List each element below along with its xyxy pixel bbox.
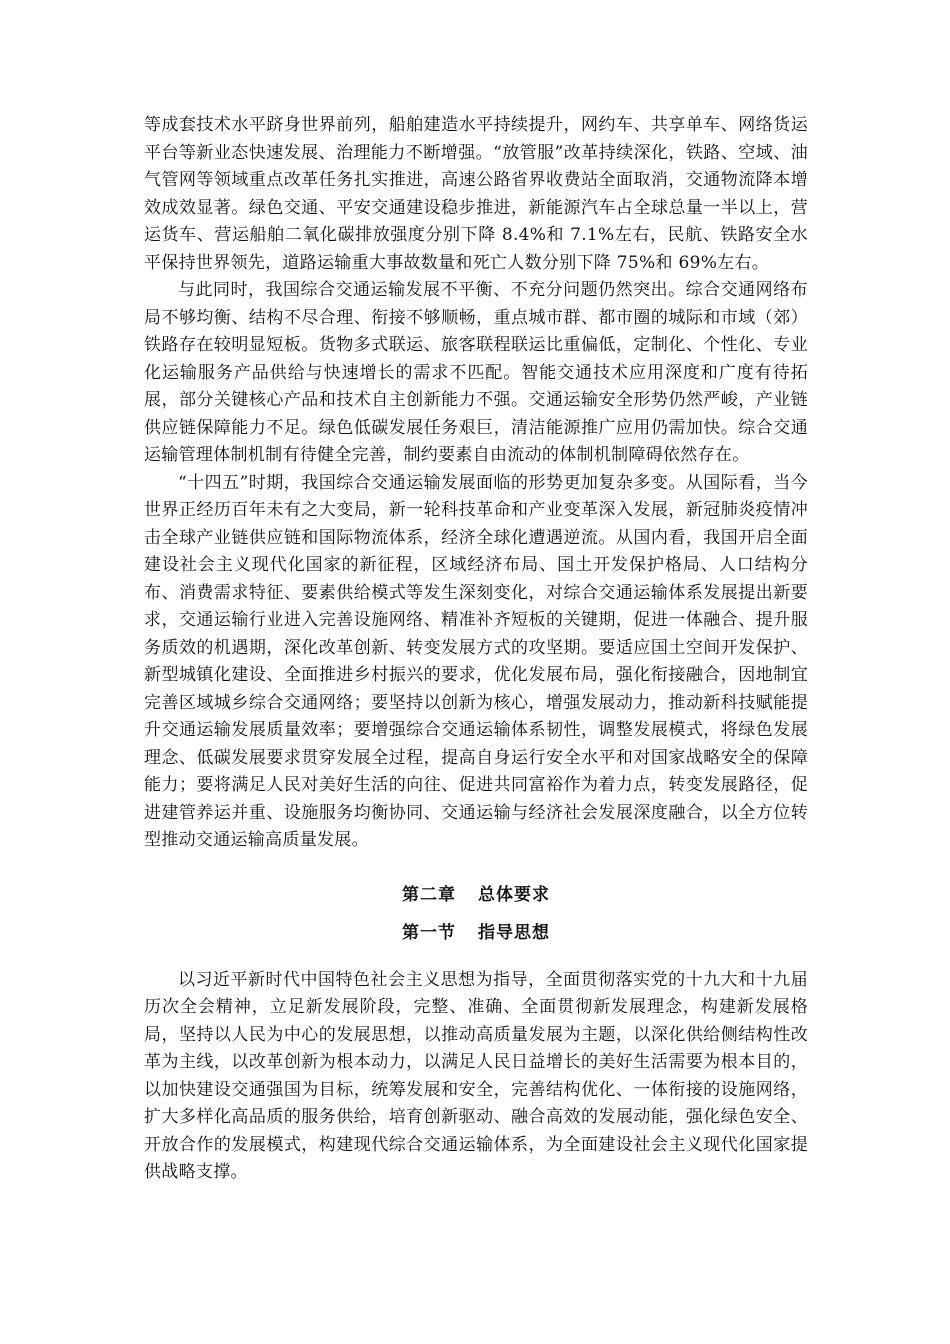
section-heading: [144, 919, 808, 947]
chapter-number: 第二章: [402, 884, 456, 905]
chapter-heading: [144, 881, 808, 909]
chapter-title: 总体要求: [478, 884, 550, 905]
section-title: 指导思想: [478, 922, 550, 943]
body-paragraph-14th-five-year: “十四五”时期，我国综合交通运输发展面临的形势更加复杂多变。从国际看，当今世界正经历百年未有之大变局，新一轮科技革命和产业变革深入发展，新冠肺炎疫情冲击全球产业链供应链和国际物流体系，经济全球化遭遇逆流。从国内看，我国开启全面建设社会主义现代化国家的新征程，区域经济布局、国土开发保护格局、人口结构分布、消费需求特征、要素供给模式等发生深刻变化，对综合交通运输体系发展提出新要求，交通运输行业进入完善设施网络、精准补齐短板的关键期，促进一体融合、提升服务质效的机遇期，深化改革创新、转变发展方式的攻坚期。要适应国土空间开发保护、新型城镇化建设、全面推进乡村振兴的要求，优化发展布局，强化衔接融合，因地制宜完善区域城乡综合交通网络；要坚持以创新为核心，增强发展动力，推动新科技赋能提升交通运输发展质量效率；要增强综合交通运输体系韧性，调整发展模式，将绿色发展理念、低碳发展要求贯穿发展全过程，提高自身运行安全水平和对国家战略安全的保障能力；要将满足人民对美好生活的向往、促进共同富裕作为着力点，转变发展路径，促进建管养运并重、设施服务均衡协同、交通运输与经济社会发展深度融合，以全方位转型推动交通运输高质量发展。: [144, 472, 808, 850]
document-page: [144, 112, 808, 1187]
section-number: 第一节: [402, 922, 456, 943]
body-paragraph-imbalance: 与此同时，我国综合交通运输发展不平衡、不充分问题仍然突出。综合交通网络布局不够均衡、结构不尽合理、衔接不够顺畅，重点城市群、都市圈的城际和市域（郊）铁路存在较明显短板。货物多式联运、旅客联程联运比重偏低，定制化、个性化、专业化运输服务产品供给与快速增长的需求不匹配。智能交通技术应用深度和广度有待拓展，部分关键核心产品和技术自主创新能力不强。交通运输安全形势仍然严峻，产业链供应链保障能力不足。绿色低碳发展任务艰巨，清洁能源推广应用仍需加快。综合交通运输管理体制机制有待健全完善，制约要素自由流动的体制机制障碍依然存在。: [144, 280, 808, 465]
body-paragraph-continuation: 等成套技术水平跻身世界前列，船舶建造水平持续提升，网约车、共享单车、网络货运平台等新业态快速发展、治理能力不断增强。“放管服”改革持续深化，铁路、空域、油气管网等领域重点改革任务扎实推进，高速公路省界收费站全面取消，交通物流降本增效成效显著。绿色交通、平安交通建设稳步推进，新能源汽车占全球总量一半以上，营运货车、营运船舶二氧化碳排放强度分别下降 8.4%和 7.1%左右，民航、铁路安全水平保持世界领先，道路运输重大事故数量和死亡人数分别下降 75%和 69%左右。: [144, 115, 808, 273]
body-paragraph-guiding-thought: 以习近平新时代中国特色社会主义思想为指导，全面贯彻落实党的十九大和十九届历次全会精神，立足新发展阶段，完整、准确、全面贯彻新发展理念，构建新发展格局，坚持以人民为中心的发展思想，以推动高质量发展为主题，以深化供给侧结构性改革为主线，以改革创新为根本动力，以满足人民日益增长的美好生活需要为根本目的，以加快建设交通强国为目标，统筹发展和安全，完善结构优化、一体衔接的设施网络，扩大多样化高品质的服务供给，培育创新驱动、融合高效的发展动能，强化绿色安全、开放合作的发展模式，构建现代综合交通运输体系，为全面建设社会主义现代化国家提供战略支撑。: [144, 969, 808, 1182]
